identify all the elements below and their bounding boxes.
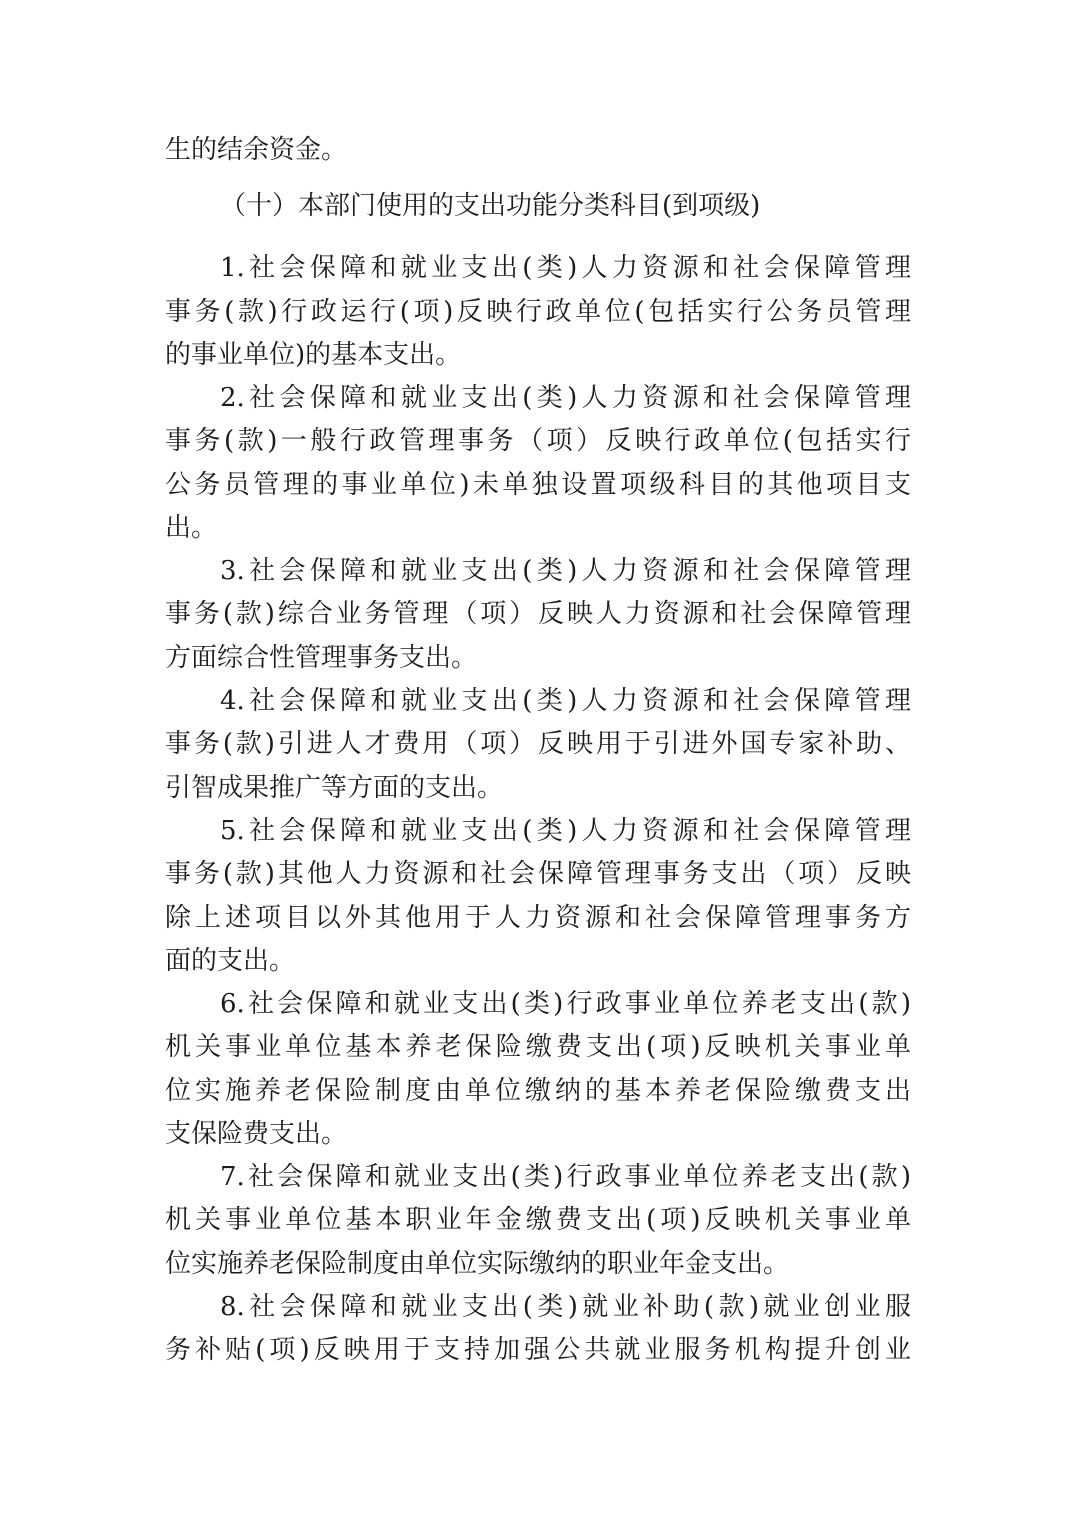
item-2-line-3: 公务员管理的事业单位)未单独设置项级科目的其他项目支 [165, 470, 911, 500]
item-5-line-3: 除上述项目以外其他用于人力资源和社会保障管理事务方 [165, 903, 911, 933]
item-6-line-4: 支保险费支出。 [165, 1119, 348, 1149]
section-heading: （十）本部门使用的支出功能分类科目(到项级) [220, 191, 761, 221]
item-6-line-3: 位实施养老保险制度由单位缴纳的基本养老保险缴费支出 [165, 1076, 911, 1106]
item-5-line-1: 5.社会保障和就业支出(类)人力资源和社会保障管理 [220, 816, 911, 846]
item-4-line-1: 4.社会保障和就业支出(类)人力资源和社会保障管理 [220, 686, 911, 716]
item-1-line-3: 的事业单位)的基本支出。 [165, 340, 462, 370]
item-7-line-2: 机关事业单位基本职业年金缴费支出(项)反映机关事业单 [165, 1205, 911, 1235]
item-2-line-1: 2.社会保障和就业支出(类)人力资源和社会保障管理 [220, 383, 911, 413]
item-4-line-3: 引智成果推广等方面的支出。 [165, 773, 504, 803]
item-3-line-1: 3.社会保障和就业支出(类)人力资源和社会保障管理 [220, 556, 911, 586]
item-3-line-3: 方面综合性管理事务支出。 [165, 643, 478, 673]
item-7-line-3: 位实施养老保险制度由单位实际缴纳的职业年金支出。 [165, 1249, 790, 1279]
item-8-line-1: 8.社会保障和就业支出(类)就业补助(款)就业创业服 [220, 1292, 911, 1322]
item-6-line-2: 机关事业单位基本养老保险缴费支出(项)反映机关事业单 [165, 1032, 911, 1062]
item-7-line-1: 7.社会保障和就业支出(类)行政事业单位养老支出(款) [220, 1162, 911, 1192]
text-line-1: 生的结余资金。 [165, 135, 348, 165]
item-1-line-1: 1.社会保障和就业支出(类)人力资源和社会保障管理 [220, 253, 911, 283]
item-8-line-2: 务补贴(项)反映用于支持加强公共就业服务机构提升创业 [165, 1335, 911, 1365]
item-2-line-2: 事务(款)一般行政管理事务（项）反映行政单位(包括实行 [165, 426, 911, 456]
item-2-line-4: 出。 [165, 513, 218, 543]
item-5-line-2: 事务(款)其他人力资源和社会保障管理事务支出（项）反映 [165, 859, 911, 889]
item-4-line-2: 事务(款)引进人才费用（项）反映用于引进外国专家补助、 [165, 729, 911, 759]
item-1-line-2: 事务(款)行政运行(项)反映行政单位(包括实行公务员管理 [165, 297, 911, 327]
item-3-line-2: 事务(款)综合业务管理（项）反映人力资源和社会保障管理 [165, 599, 911, 629]
item-5-line-4: 面的支出。 [165, 946, 296, 976]
item-6-line-1: 6.社会保障和就业支出(类)行政事业单位养老支出(款) [220, 989, 911, 1019]
